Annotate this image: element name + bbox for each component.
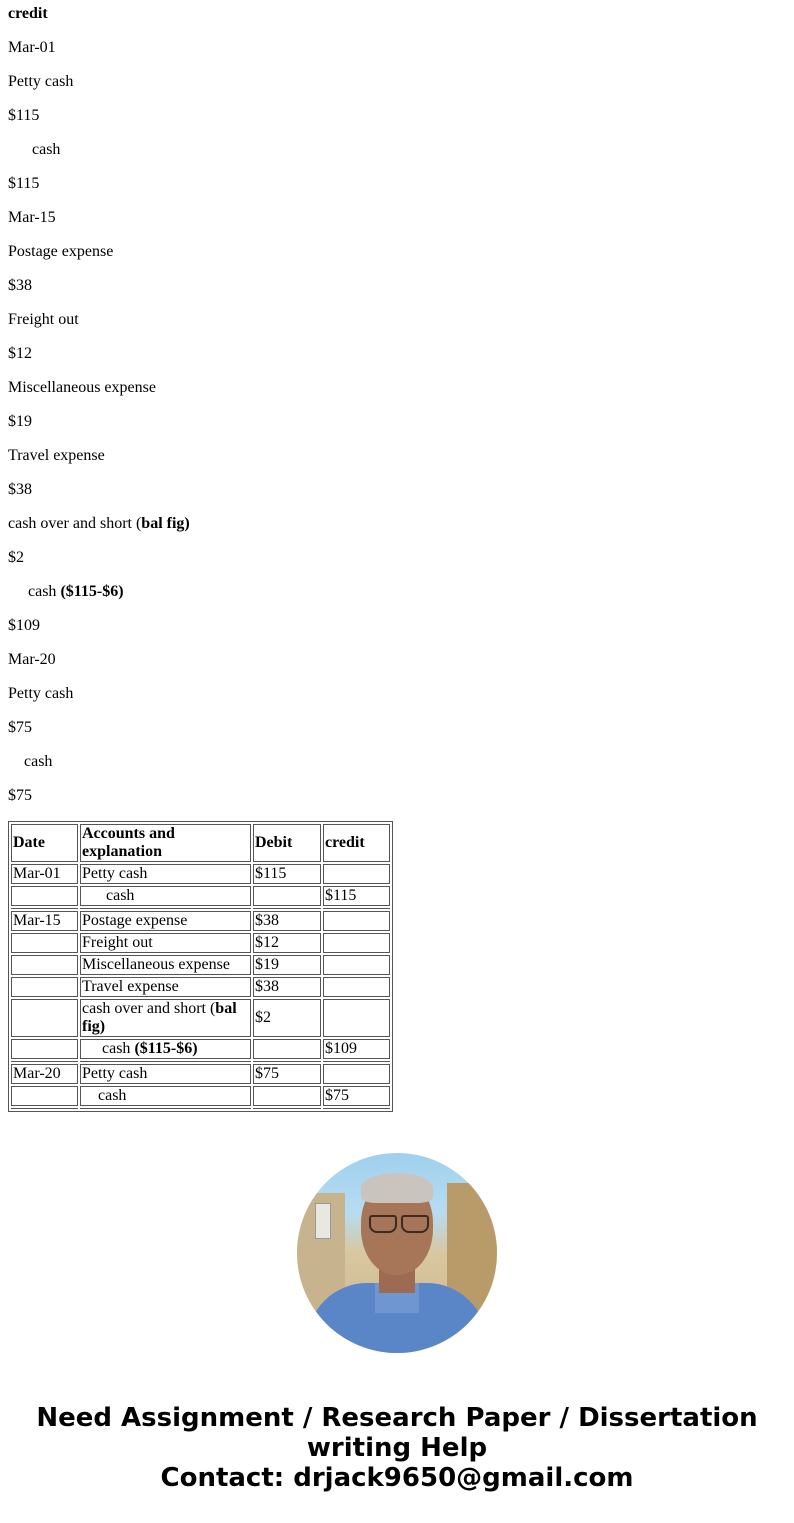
line-text: $109 xyxy=(8,617,40,634)
cell-account xyxy=(80,1039,251,1059)
cell-date xyxy=(11,933,78,953)
cell-debit xyxy=(253,886,321,906)
line-indent xyxy=(8,141,32,158)
line-text: $38 xyxy=(8,481,32,498)
journal-line xyxy=(8,238,788,272)
cell-credit xyxy=(323,864,390,884)
cell-debit: $75 xyxy=(253,1064,321,1084)
journal-text-lines xyxy=(8,0,788,816)
cell-account xyxy=(80,1086,251,1106)
cell-debit: $12 xyxy=(253,933,321,953)
cell-account xyxy=(80,933,251,953)
journal-line xyxy=(8,612,788,646)
cell-debit: $2 xyxy=(253,999,321,1037)
journal-line xyxy=(8,408,788,442)
cell-date: Mar-15 xyxy=(11,911,78,931)
cell-debit xyxy=(253,1086,321,1106)
table-row xyxy=(11,1086,390,1106)
cell-debit: $19 xyxy=(253,955,321,975)
journal-line xyxy=(8,170,788,204)
line-text: cash xyxy=(24,753,53,770)
cell-date: Mar-01 xyxy=(11,864,78,884)
journal-line xyxy=(8,510,788,544)
line-text: $19 xyxy=(8,413,32,430)
table-header-row xyxy=(11,824,390,862)
line-text: $12 xyxy=(8,345,32,362)
header-credit: credit xyxy=(323,824,390,862)
line-text: Miscellaneous expense xyxy=(8,379,156,396)
cell-date xyxy=(11,1086,78,1106)
journal-line xyxy=(8,442,788,476)
cell-credit: $109 xyxy=(323,1039,390,1059)
promo-contact[interactable]: Contact: drjack9650@gmail.com xyxy=(160,1463,634,1493)
cell-credit xyxy=(323,933,390,953)
cell-credit xyxy=(323,911,390,931)
separator-cell xyxy=(323,1108,390,1109)
table-row xyxy=(11,955,390,975)
account-bold-text: ($115-$6) xyxy=(134,1040,198,1057)
line-text: $75 xyxy=(8,787,32,804)
account-bold-text: bal fig) xyxy=(82,1000,237,1035)
cell-debit: $38 xyxy=(253,911,321,931)
line-indent xyxy=(8,583,28,600)
account-text: cash xyxy=(106,887,135,904)
line-text: Mar-20 xyxy=(8,651,56,668)
separator-cell xyxy=(80,908,251,909)
table-row xyxy=(11,911,390,931)
cell-credit: $75 xyxy=(323,1086,390,1106)
journal-line xyxy=(8,102,788,136)
cell-credit xyxy=(323,977,390,997)
line-bold-text: bal fig) xyxy=(141,515,190,532)
cell-account xyxy=(80,999,251,1037)
header-debit: Debit xyxy=(253,824,321,862)
promo-line-1: Need Assignment / Research Paper / Dissertation xyxy=(36,1403,758,1433)
account-text: cash xyxy=(98,1087,127,1104)
promo-line-2: writing Help xyxy=(306,1433,488,1463)
account-indent xyxy=(82,1087,98,1104)
separator-cell xyxy=(11,908,78,909)
line-text: $115 xyxy=(8,107,40,124)
journal-line xyxy=(8,646,788,680)
author-photo xyxy=(297,1153,497,1353)
line-text: Mar-01 xyxy=(8,39,56,56)
line-text: cash xyxy=(32,141,61,158)
line-text: Travel expense xyxy=(8,447,105,464)
separator-cell xyxy=(253,1061,321,1062)
separator-cell xyxy=(323,908,390,909)
journal-line xyxy=(8,204,788,238)
journal-line xyxy=(8,0,788,34)
cell-account xyxy=(80,955,251,975)
separator-cell xyxy=(323,1061,390,1062)
separator-cell xyxy=(80,1061,251,1062)
table-separator-row xyxy=(11,908,390,909)
cell-credit xyxy=(323,999,390,1037)
cell-account xyxy=(80,1064,251,1084)
journal-line xyxy=(8,748,788,782)
cell-account xyxy=(80,864,251,884)
journal-line xyxy=(8,34,788,68)
journal-line xyxy=(8,374,788,408)
account-text: Petty cash xyxy=(82,865,148,882)
line-text: cash over and short ( xyxy=(8,515,142,532)
cell-date xyxy=(11,999,78,1037)
cell-debit xyxy=(253,1039,321,1059)
line-text: $75 xyxy=(8,719,32,736)
separator-cell xyxy=(253,908,321,909)
journal-line xyxy=(8,340,788,374)
cell-date xyxy=(11,886,78,906)
journal-entry-table xyxy=(8,821,393,1112)
table-row xyxy=(11,864,390,884)
journal-line xyxy=(8,680,788,714)
account-text: cash over and short ( xyxy=(82,1000,216,1017)
line-text: Petty cash xyxy=(8,685,74,702)
journal-line xyxy=(8,68,788,102)
cell-date xyxy=(11,1039,78,1059)
line-indent xyxy=(8,753,24,770)
promo-banner xyxy=(0,1403,794,1493)
journal-line xyxy=(8,578,788,612)
cell-account xyxy=(80,886,251,906)
separator-cell xyxy=(80,1108,251,1109)
line-text: Postage expense xyxy=(8,243,114,260)
account-indent xyxy=(82,887,106,904)
header-date: Date xyxy=(11,824,78,862)
separator-cell xyxy=(11,1108,78,1109)
table-row xyxy=(11,977,390,997)
cell-debit: $38 xyxy=(253,977,321,997)
cell-account xyxy=(80,977,251,997)
line-text: cash xyxy=(28,583,61,600)
separator-cell xyxy=(11,1061,78,1062)
line-text: $38 xyxy=(8,277,32,294)
journal-line xyxy=(8,306,788,340)
line-text: Petty cash xyxy=(8,73,74,90)
journal-line xyxy=(8,272,788,306)
cell-credit xyxy=(323,955,390,975)
table-separator-row xyxy=(11,1061,390,1062)
header-account: Accounts and explanation xyxy=(80,824,251,862)
line-text: credit xyxy=(8,5,48,22)
cell-debit: $115 xyxy=(253,864,321,884)
journal-line xyxy=(8,544,788,578)
cell-account xyxy=(80,911,251,931)
cell-date xyxy=(11,955,78,975)
account-indent xyxy=(82,1040,102,1057)
account-text: Travel expense xyxy=(82,978,179,995)
line-text: $2 xyxy=(8,549,24,566)
account-text: Petty cash xyxy=(82,1065,148,1082)
journal-line xyxy=(8,136,788,170)
account-text: Miscellaneous expense xyxy=(82,956,230,973)
journal-line xyxy=(8,476,788,510)
line-text: Mar-15 xyxy=(8,209,56,226)
account-text: Postage expense xyxy=(82,912,188,929)
line-bold-text: ($115-$6) xyxy=(60,583,124,600)
line-text: Freight out xyxy=(8,311,79,328)
cell-credit: $115 xyxy=(323,886,390,906)
account-text: Freight out xyxy=(82,934,153,951)
cell-credit xyxy=(323,1064,390,1084)
table-row xyxy=(11,886,390,906)
table-row xyxy=(11,1064,390,1084)
account-text: cash xyxy=(102,1040,135,1057)
cell-date xyxy=(11,977,78,997)
cell-date: Mar-20 xyxy=(11,1064,78,1084)
table-separator-row xyxy=(11,1108,390,1109)
journal-line xyxy=(8,782,788,816)
line-text: $115 xyxy=(8,175,40,192)
table-row xyxy=(11,1039,390,1059)
journal-line xyxy=(8,714,788,748)
separator-cell xyxy=(253,1108,321,1109)
table-row xyxy=(11,933,390,953)
table-row xyxy=(11,999,390,1037)
